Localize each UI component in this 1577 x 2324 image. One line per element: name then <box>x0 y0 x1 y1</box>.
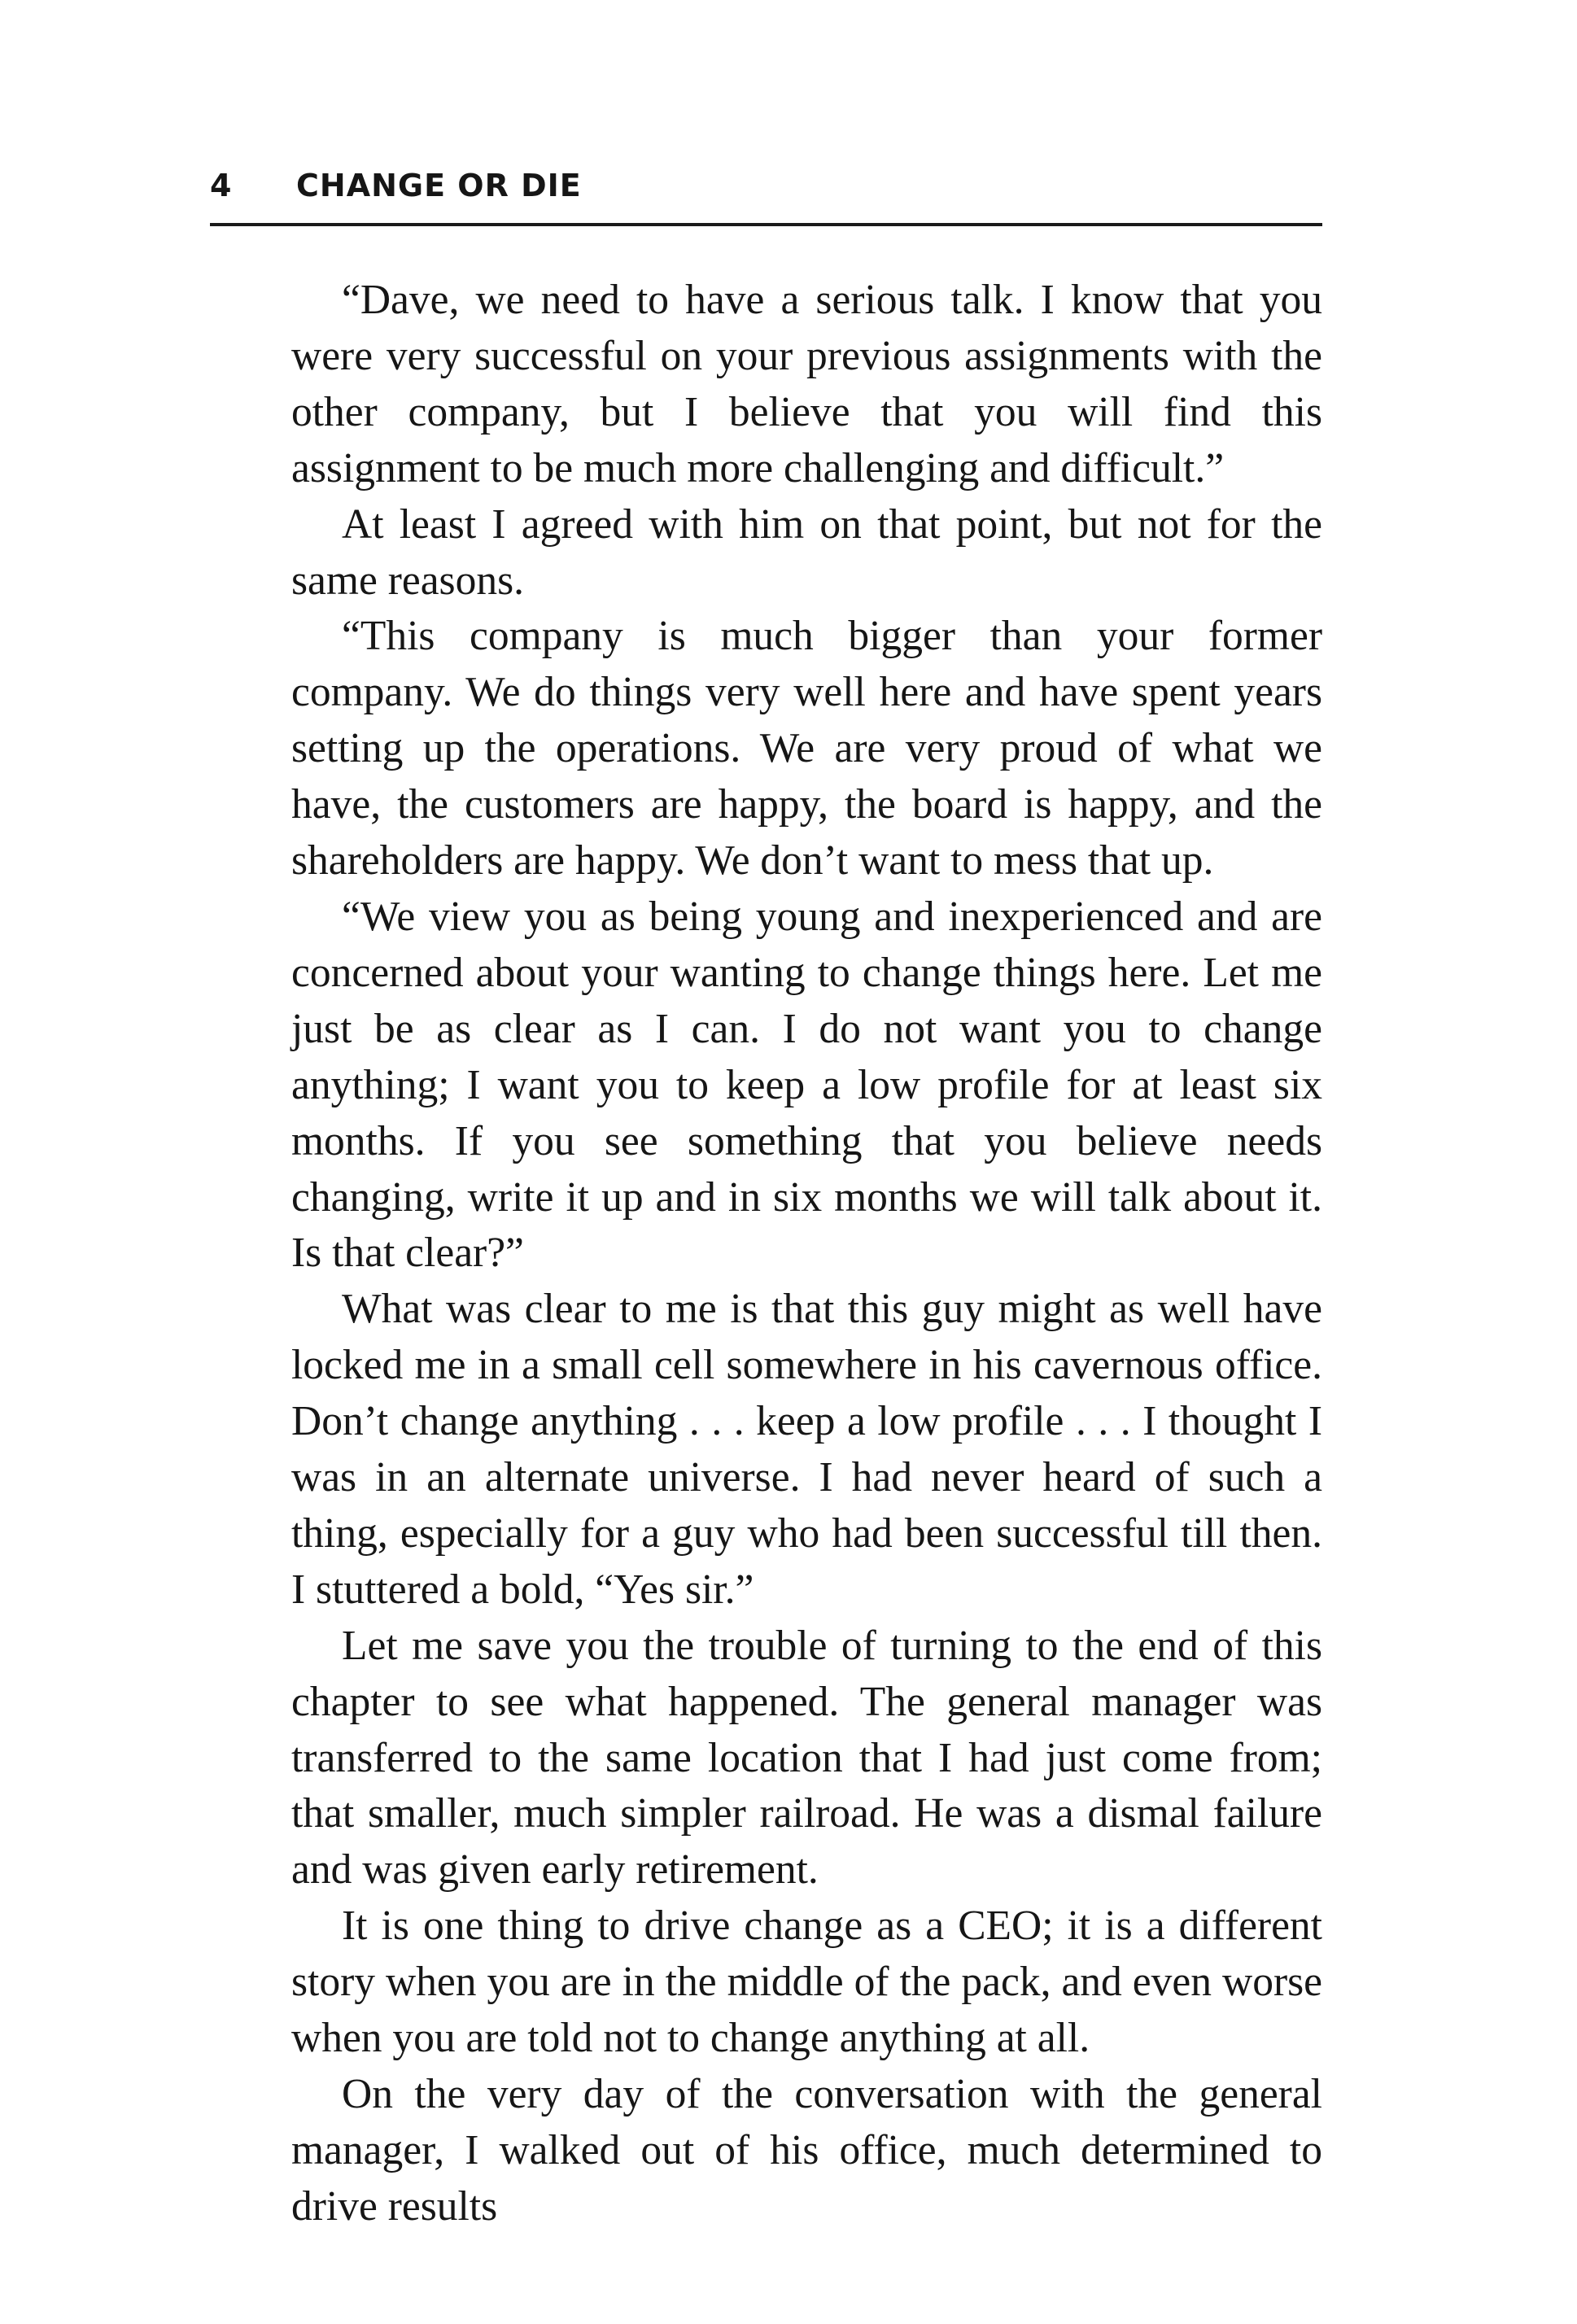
paragraph: “This company is much bigger than your former company. We do things very well here and have spent years setting up the operations. We are very proud of what we have, the customers are happy, the board is happy, and the shareholders are happy. We don’t want to mess that up. <box>291 613 1322 885</box>
paragraph: “We view you as being young and inexperienced and are concerned about your wanting to change things here. Let me just be as clear as I can. I do not want you to change anything; I want you to keep a low profile for at least six months. If you see something that you believe needs changing, write it up and in six months we will talk about it. Is that clear?” <box>291 893 1322 1277</box>
paragraph: “Dave, we need to have a serious talk. I know that you were very successful on your previous assignments with the other company, but I believe that you will find this assignment to be much more challenging and difficult.” <box>291 277 1322 491</box>
paragraph: What was clear to me is that this guy might as well have locked me in a small cell somewhere in his cavernous office. Don’t change anything . . . keep a low profile . . . I thought I was in an alternate universe. I had never heard of such a thing, especially for a guy who had been successful till then. I stuttered a bold, “Yes sir.” <box>291 1286 1322 1613</box>
paragraph: Let me save you the trouble of turning to the end of this chapter to see what happened. The general manager was transferred to the same location that I had just come from; that smaller, much simpler railroad. He was a dismal failure and was given early retirement. <box>291 1622 1322 1894</box>
paragraph: It is one thing to drive change as a CEO; it is a different story when you are in the middle of the pack, and even worse when you are told not to change anything at all. <box>291 1902 1322 2062</box>
running-title: CHANGE OR DIE <box>296 168 582 203</box>
running-header <box>210 166 1322 226</box>
page-number: 4 <box>210 168 233 203</box>
body-text <box>291 273 1322 2235</box>
paragraph: On the very day of the conversation with the general manager, I walked out of his office, much determined to drive results <box>291 2071 1322 2230</box>
paragraph: At least I agreed with him on that point, but not for the same reasons. <box>291 500 1322 604</box>
